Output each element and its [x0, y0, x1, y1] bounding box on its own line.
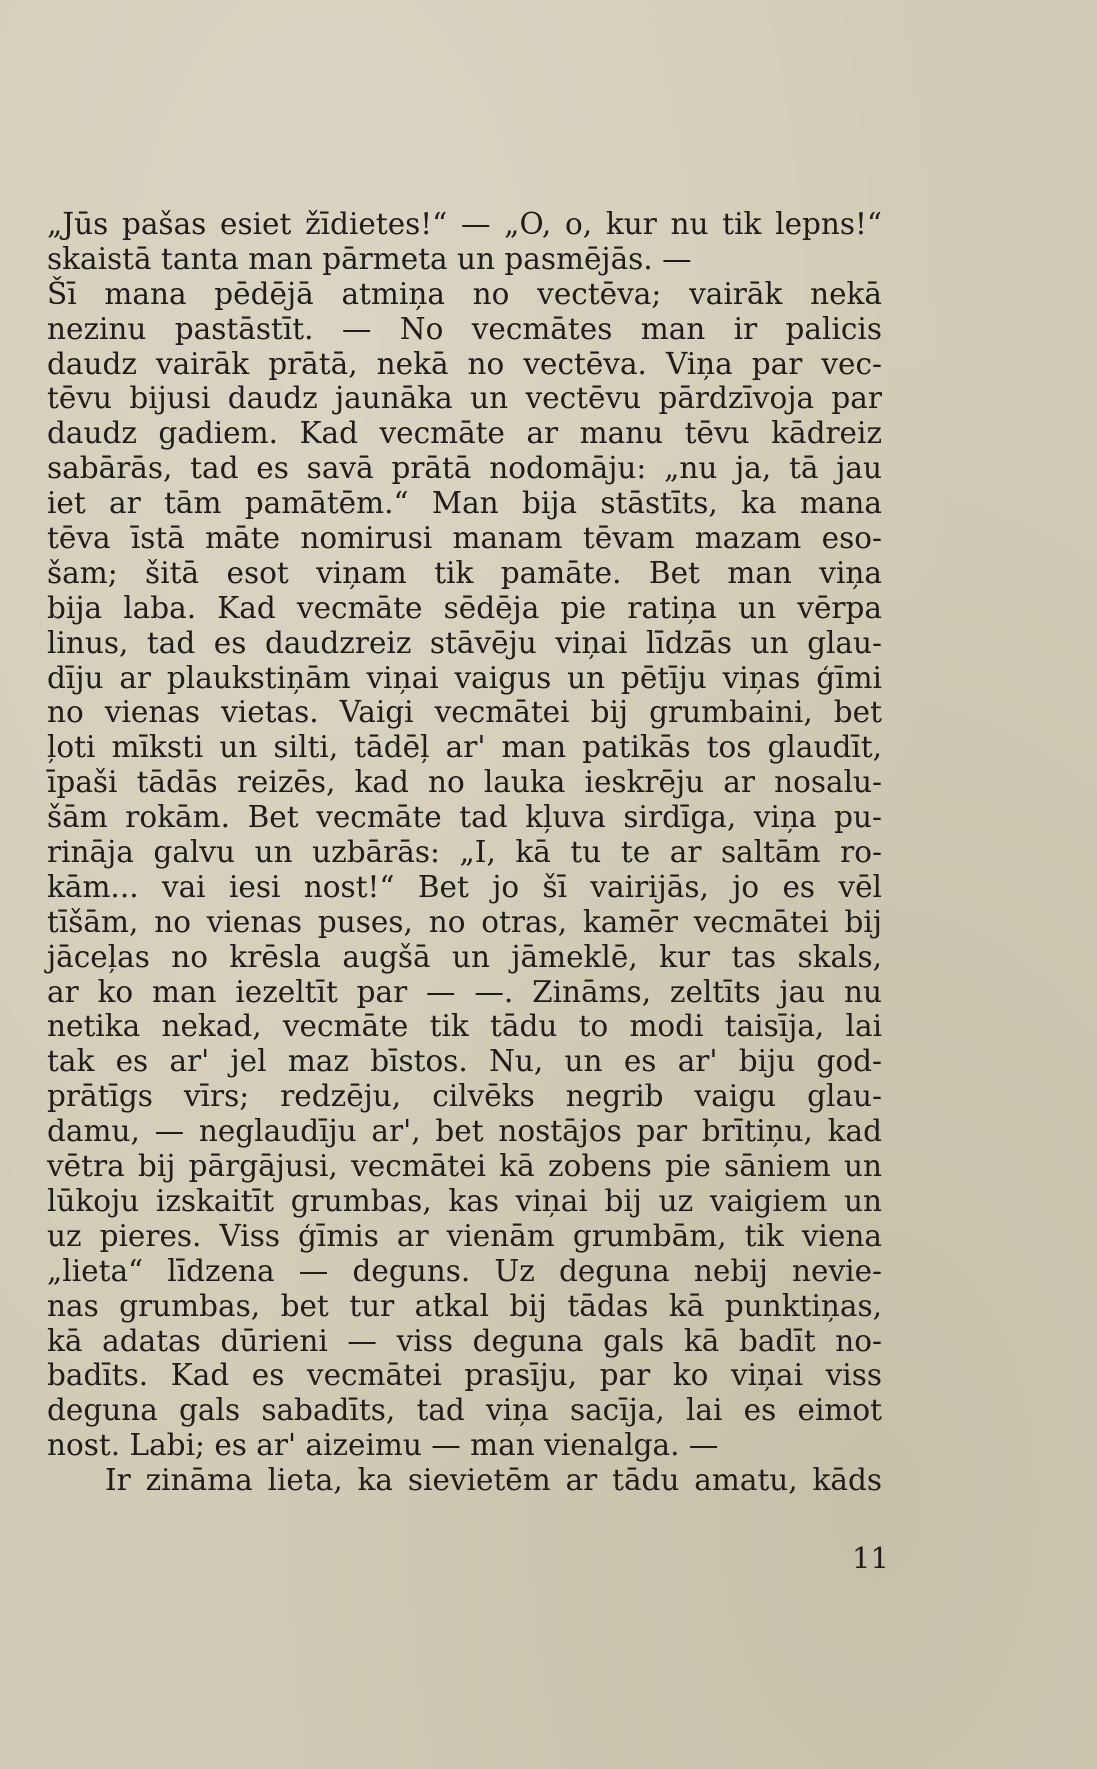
text-line: „Jūs pašas esiet žīdietes!“ — „O, o, kur nu tik lepns!“ — [47, 207, 882, 241]
text-line: uz pieres. Viss ģīmis ar vienām grumbām, tik viena — [47, 1218, 882, 1253]
text-line: linus, tad es daudzreiz stāvēju viņai līdzās un glau- — [47, 625, 882, 660]
text-line: ļoti mīksti un silti, tādēļ ar' man patikās tos glaudīt, — [47, 730, 882, 765]
text-line: šām rokām. Bet vecmāte tad kļuva sirdīga, viņa pu- — [47, 800, 882, 835]
text-line: vētra bij pārgājusi, vecmātei kā zobens pie sāniem un — [47, 1149, 882, 1184]
text-line: tēvu bijusi daudz jaunāka un vectēvu pārdzīvoja par — [47, 381, 882, 416]
text-line: badīts. Kad es vecmātei prasīju, par ko viņai viss — [47, 1358, 882, 1393]
text-line: prātīgs vīrs; redzēju, cilvēks negrib vaigu glau- — [47, 1079, 882, 1114]
text-line: jāceļas no krēsla augšā un jāmeklē, kur tas skals, — [47, 939, 882, 974]
text-line: daudz gadiem. Kad vecmāte ar manu tēvu kādreiz — [47, 416, 882, 451]
text-line: nas grumbas, bet tur atkal bij tādas kā punktiņas, — [47, 1288, 882, 1323]
text-line: tēva īstā māte nomirusi manam tēvam mazam eso- — [47, 521, 882, 556]
text-line: nost. Labi; es ar' aizeimu — man vienalga. — — [47, 1428, 719, 1463]
text-line: lūkoju izskaitīt grumbas, kas viņai bij uz vaigiem un — [47, 1183, 882, 1218]
text-line: skaistā tanta man pārmeta un pasmējās. — — [47, 241, 692, 276]
text-line: rināja galvu un uzbārās: „I, kā tu te ar saltām ro- — [47, 835, 882, 870]
body-text — [47, 207, 882, 1498]
text-line: Šī mana pēdējā atmiņa no vectēva; vairāk nekā — [47, 276, 882, 311]
text-line: netika nekad, vecmāte tik tādu to modi taisīja, lai — [47, 1009, 882, 1044]
text-line: dīju ar plaukstiņām viņai vaigus un pētīju viņas ģīmi — [47, 660, 882, 695]
page-number: 11 — [852, 1541, 889, 1575]
text-line: kām... vai iesi nost!“ Bet jo šī vairijās, jo es vēl — [47, 869, 882, 904]
text-line: tak es ar' jel maz bīstos. Nu, un es ar' biju god- — [47, 1044, 882, 1079]
text-line: bija laba. Kad vecmāte sēdēja pie ratiņa un vērpa — [47, 590, 882, 625]
text-line: daudz vairāk prātā, nekā no vectēva. Viņa par vec- — [47, 346, 882, 381]
text-line: Ir zināma lieta, ka sievietēm ar tādu amatu, kāds — [105, 1463, 882, 1498]
text-line: deguna gals sabadīts, tad viņa sacīja, lai es eimot — [47, 1393, 882, 1428]
text-line: no vienas vietas. Vaigi vecmātei bij grumbaini, bet — [47, 695, 882, 730]
text-line: tīšām, no vienas puses, no otras, kamēr vecmātei bij — [47, 904, 882, 939]
text-line: iet ar tām pamātēm.“ Man bija stāstīts, ka mana — [47, 486, 882, 521]
text-line: „lieta“ līdzena — deguns. Uz deguna nebij nevie- — [47, 1253, 882, 1288]
text-line: šam; šitā esot viņam tik pamāte. Bet man viņa — [47, 555, 882, 590]
text-line: sabārās, tad es savā prātā nodomāju: „nu ja, tā jau — [47, 451, 882, 486]
text-line: damu, — neglaudīju ar', bet nostājos par brītiņu, kad — [47, 1114, 882, 1149]
text-line: nezinu pastāstīt. — No vecmātes man ir palicis — [47, 311, 882, 346]
text-line: kā adatas dūrieni — viss deguna gals kā badīt no- — [47, 1323, 882, 1358]
text-line: īpaši tādās reizēs, kad no lauka ieskrēju ar nosalu- — [47, 765, 882, 800]
text-line: ar ko man iezeltīt par — —. Zināms, zeltīts jau nu — [47, 974, 882, 1009]
